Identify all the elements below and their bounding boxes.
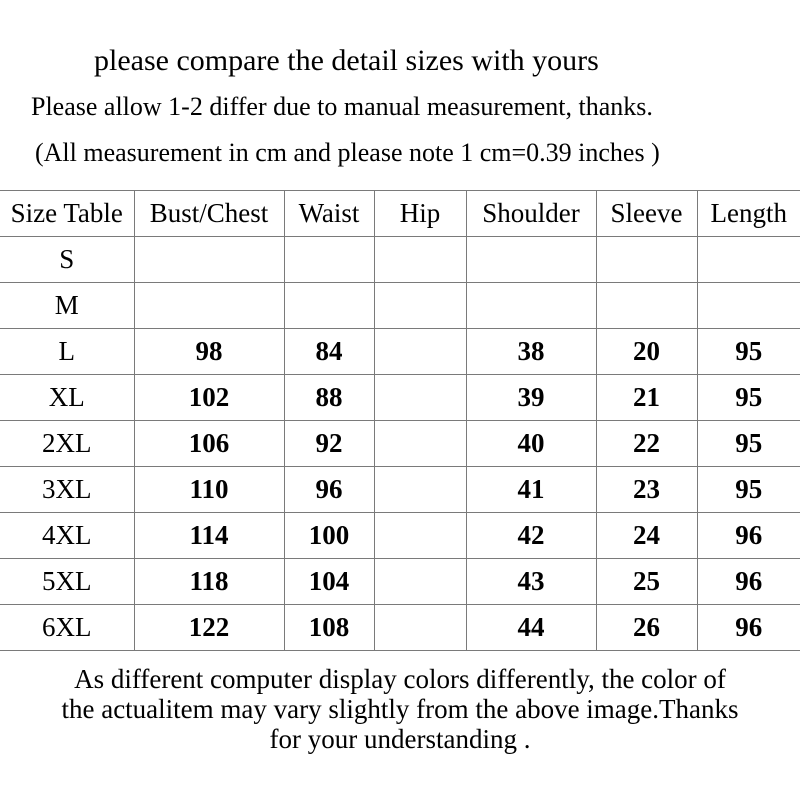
size-cell: S	[0, 237, 134, 283]
table-row	[0, 283, 800, 329]
size-cell: M	[0, 283, 134, 329]
waist-cell: 92	[284, 421, 374, 467]
shoulder-cell	[466, 283, 596, 329]
table-row	[0, 513, 800, 559]
shoulder-cell: 44	[466, 605, 596, 651]
bust-cell	[134, 283, 284, 329]
sleeve-cell: 26	[596, 605, 697, 651]
hip-cell	[374, 283, 466, 329]
length-cell: 96	[697, 513, 800, 559]
waist-cell: 96	[284, 467, 374, 513]
hip-cell	[374, 513, 466, 559]
length-cell: 95	[697, 375, 800, 421]
table-row	[0, 375, 800, 421]
disclaimer-line: As different computer display colors differently, the color of	[74, 664, 726, 694]
waist-cell	[284, 283, 374, 329]
instruction-heading: please compare the detail sizes with yours	[94, 44, 599, 77]
sleeve-cell	[596, 283, 697, 329]
column-header-bust: Bust/Chest	[134, 191, 284, 237]
bust-cell: 98	[134, 329, 284, 375]
table-row	[0, 237, 800, 283]
size-cell: 5XL	[0, 559, 134, 605]
column-header-hip: Hip	[374, 191, 466, 237]
hip-cell	[374, 329, 466, 375]
length-cell: 96	[697, 605, 800, 651]
length-cell: 95	[697, 467, 800, 513]
sleeve-cell: 20	[596, 329, 697, 375]
bust-cell: 110	[134, 467, 284, 513]
length-cell: 95	[697, 421, 800, 467]
shoulder-cell	[466, 237, 596, 283]
color-disclaimer	[0, 664, 800, 754]
size-cell: 6XL	[0, 605, 134, 651]
table-row	[0, 467, 800, 513]
table-row	[0, 329, 800, 375]
column-header-length: Length	[697, 191, 800, 237]
shoulder-cell: 40	[466, 421, 596, 467]
bust-cell: 102	[134, 375, 284, 421]
table-row	[0, 605, 800, 651]
length-cell	[697, 283, 800, 329]
size-cell: 3XL	[0, 467, 134, 513]
size-table	[0, 190, 800, 651]
length-cell: 95	[697, 329, 800, 375]
size-cell: XL	[0, 375, 134, 421]
bust-cell: 114	[134, 513, 284, 559]
hip-cell	[374, 467, 466, 513]
waist-cell: 84	[284, 329, 374, 375]
sleeve-cell: 25	[596, 559, 697, 605]
table-row	[0, 559, 800, 605]
length-cell: 96	[697, 559, 800, 605]
waist-cell	[284, 237, 374, 283]
disclaimer-line: the actualitem may vary slightly from the above image.Thanks	[61, 694, 739, 724]
bust-cell	[134, 237, 284, 283]
table-row	[0, 421, 800, 467]
table-header-row	[0, 191, 800, 237]
shoulder-cell: 39	[466, 375, 596, 421]
hip-cell	[374, 237, 466, 283]
waist-cell: 88	[284, 375, 374, 421]
size-cell: 2XL	[0, 421, 134, 467]
hip-cell	[374, 559, 466, 605]
column-header-size: Size Table	[0, 191, 134, 237]
size-cell: 4XL	[0, 513, 134, 559]
waist-cell: 104	[284, 559, 374, 605]
column-header-waist: Waist	[284, 191, 374, 237]
bust-cell: 106	[134, 421, 284, 467]
hip-cell	[374, 605, 466, 651]
hip-cell	[374, 421, 466, 467]
sleeve-cell: 23	[596, 467, 697, 513]
bust-cell: 122	[134, 605, 284, 651]
bust-cell: 118	[134, 559, 284, 605]
column-header-sleeve: Sleeve	[596, 191, 697, 237]
shoulder-cell: 42	[466, 513, 596, 559]
size-cell: L	[0, 329, 134, 375]
waist-cell: 100	[284, 513, 374, 559]
measurement-tolerance-note: Please allow 1-2 differ due to manual measurement, thanks.	[31, 92, 653, 121]
length-cell	[697, 237, 800, 283]
disclaimer-line: for your understanding .	[269, 724, 531, 754]
column-header-shoulder: Shoulder	[466, 191, 596, 237]
hip-cell	[374, 375, 466, 421]
shoulder-cell: 43	[466, 559, 596, 605]
sleeve-cell	[596, 237, 697, 283]
shoulder-cell: 41	[466, 467, 596, 513]
waist-cell: 108	[284, 605, 374, 651]
sleeve-cell: 24	[596, 513, 697, 559]
sleeve-cell: 21	[596, 375, 697, 421]
sleeve-cell: 22	[596, 421, 697, 467]
unit-conversion-note: (All measurement in cm and please note 1 cm=0.39 inches )	[35, 138, 660, 167]
shoulder-cell: 38	[466, 329, 596, 375]
